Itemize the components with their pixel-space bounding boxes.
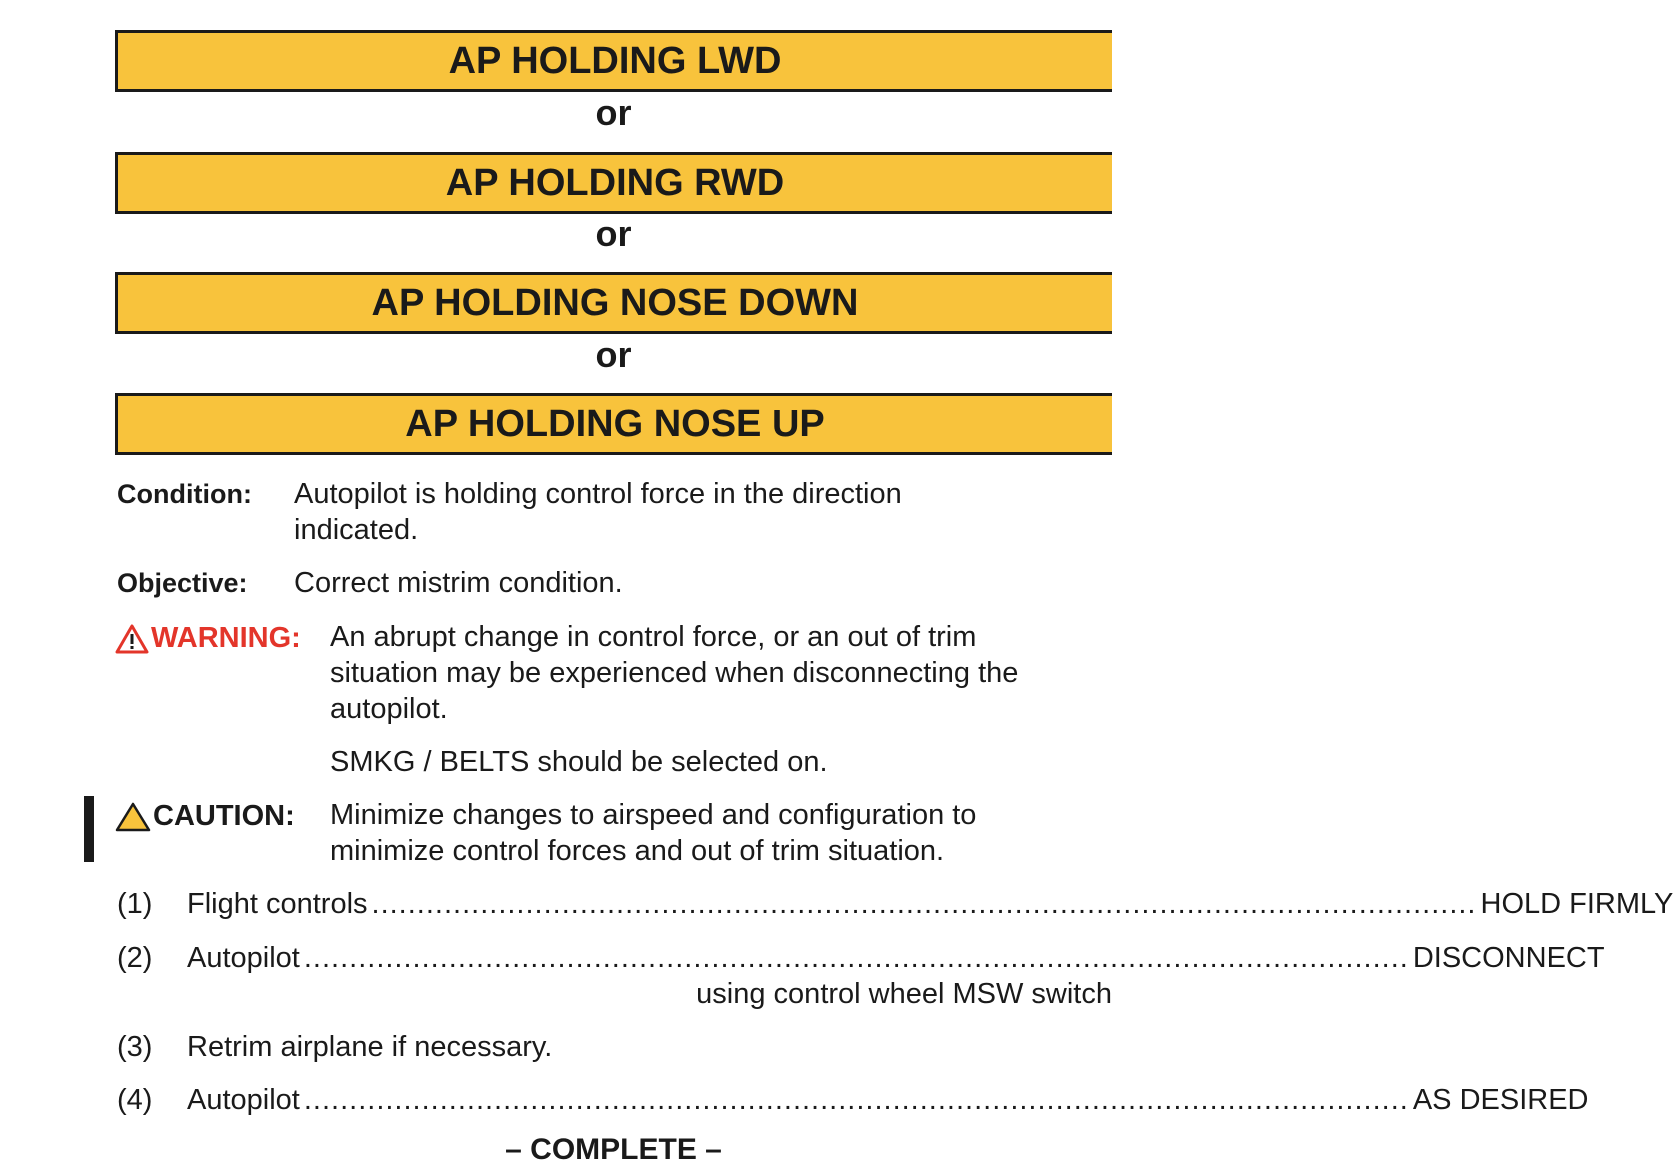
step-number: (3) [117, 1031, 153, 1063]
step-item: Autopilot [187, 942, 300, 974]
alert-banner-nose-down [115, 272, 1112, 334]
banner-text: AP HOLDING NOSE UP [405, 402, 825, 445]
warning-line: An abrupt change in control force, or an out of trim [330, 621, 977, 653]
or-separator: or [595, 92, 632, 133]
alert-banner-rwd [115, 152, 1112, 214]
condition-text [294, 476, 902, 548]
caution-text [330, 797, 976, 869]
step-4 [117, 1082, 1589, 1118]
caution-line: minimize control forces and out of trim situation. [330, 835, 945, 867]
condition-label: Condition: [117, 479, 252, 509]
change-bar [84, 796, 94, 862]
step-action: HOLD FIRMLY [1480, 888, 1673, 920]
step-item: Autopilot [187, 1084, 300, 1116]
leader-dots: .......................................................................................................................... [303, 1084, 1409, 1116]
step-number: (1) [117, 888, 153, 920]
banner-text: AP HOLDING NOSE DOWN [371, 281, 859, 324]
step-number: (2) [117, 942, 153, 974]
step-action: DISCONNECT [1412, 942, 1605, 974]
step-item: Flight controls [187, 888, 368, 920]
objective-label: Objective: [117, 568, 248, 598]
objective-text: Correct mistrim condition. [294, 567, 623, 599]
complete-marker: – COMPLETE – [505, 1133, 722, 1166]
alert-banner-lwd [115, 30, 1112, 92]
banner-text: AP HOLDING LWD [448, 39, 782, 82]
warning-text [330, 619, 1018, 727]
step-3 [117, 1029, 1112, 1065]
warning-note: SMKG / BELTS should be selected on. [330, 746, 828, 778]
warning-triangle-icon [115, 624, 149, 654]
warning-line: autopilot. [330, 693, 448, 725]
step-2-subtext: using control wheel MSW switch [696, 978, 1112, 1010]
step-1 [117, 886, 1673, 922]
caution-triangle-icon [115, 802, 151, 832]
condition-line: indicated. [294, 514, 419, 546]
warning-label-text: WARNING: [151, 622, 301, 654]
or-separator: or [595, 213, 632, 254]
step-2 [117, 940, 1605, 976]
leader-dots: .......................................................................................................................... [371, 888, 1477, 920]
warning-line: situation may be experienced when disconnecting the [330, 657, 1019, 689]
caution-label-text: CAUTION: [153, 800, 295, 832]
warning-label [115, 622, 301, 655]
caution-label [115, 800, 295, 833]
banner-text: AP HOLDING RWD [445, 161, 785, 204]
step-action: AS DESIRED [1412, 1084, 1589, 1116]
condition-line: Autopilot is holding control force in the direction [294, 478, 902, 510]
leader-dots: .......................................................................................................................... [303, 942, 1409, 974]
step-number: (4) [117, 1084, 153, 1116]
or-separator: or [595, 334, 632, 375]
alert-banner-nose-up [115, 393, 1112, 455]
caution-line: Minimize changes to airspeed and configuration to [330, 799, 977, 831]
step-item: Retrim airplane if necessary. [187, 1031, 553, 1063]
